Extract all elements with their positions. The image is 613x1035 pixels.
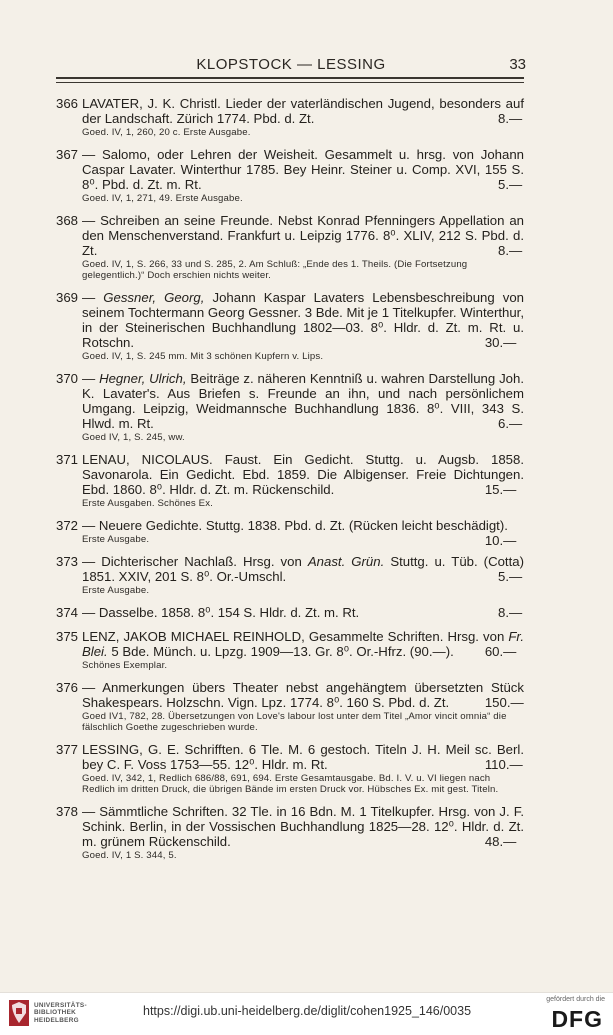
viewer-footer (0, 992, 613, 1035)
catalog-entries (56, 96, 524, 870)
entry-description: Johann Kaspar Lavaters Lebensbeschreibung von seinem Tochtermann Georg Gessner. 3 Bde. Mit je 1 Titelkupfer. Winterthur, in der Steinerischen Buchhandlung 1802—03. 8⁰. Hldr. d. Zt. m. Rt. u. Rotschn. (82, 290, 525, 350)
entry-bibliographic-note: Goed IV, 1, S. 245, ww. (82, 432, 185, 443)
entry-description: — Neuere Gedichte. Stuttg. 1838. Pbd. d. Zt. (Rücken leicht beschädigt). (82, 518, 508, 533)
catalog-entry (56, 554, 524, 596)
entry-main-text: 369 — Gessner, Georg, Johann Kaspar Lavaters Lebensbeschreibung von seinem Tochtermann Georg Gessner. 3 Bde. Mit je 1 Titelkupfer. Winterthur, in der Steinerischen Buchhandlung 1802—03. 8⁰. Hldr. d. Zt. m. Rt. u. Rotschn. 30.— (56, 290, 525, 350)
header-rule-thick (56, 77, 524, 79)
entry-main-text (56, 452, 524, 497)
entry-description: 5 Bde. Münch. u. Lpzg. 1909—13. Gr. 8⁰. Or.-Hfrz. (90.—). (111, 644, 454, 659)
entry-bibliographic-note: Erste Ausgaben. Schönes Ex. (82, 498, 213, 509)
catalog-entry (56, 452, 524, 509)
entry-price: 15.— (484, 482, 517, 497)
dfg-logo: DFG (551, 1006, 603, 1032)
entry-number: 369 (56, 290, 79, 305)
catalog-entry (56, 742, 524, 795)
entry-author: Gessner, Georg, (103, 290, 205, 305)
header-rule-thin (56, 82, 524, 83)
entry-bibliographic-note: Erste Ausgabe. (82, 534, 150, 545)
entry-price: 60.— (484, 644, 517, 659)
catalog-entry (56, 96, 524, 138)
page-title: KLOPSTOCK — LESSING (196, 56, 386, 73)
entry-number: 374 (56, 605, 79, 620)
entry-bibliographic-note: Goed. IV, 1 S. 344, 5. (82, 850, 177, 861)
entry-number: 367 (56, 147, 79, 162)
catalog-entry (56, 290, 524, 362)
entry-number: 372 (56, 518, 79, 533)
entry-main-text (56, 629, 524, 659)
catalog-entry (56, 213, 524, 281)
entry-description: LAVATER, J. K. Christl. Lieder der vaterländischen Jugend, besonders auf der Landschaft. Zürich 1774. Pbd. d. Zt. (82, 96, 524, 126)
entry-bibliographic-note: Goed. IV, 342, 1, Redlich 686/88, 691, 694. Erste Gesamtausgabe. Bd. I. V. u. VI liegen nach Redlich im dritten Druck, die übrigen Bände im ersten Druck vor. Hübsches Ex. mit gest. Titeln. (82, 773, 499, 795)
university-seal-icon (8, 999, 30, 1027)
entry-description: — Sämmtliche Schriften. 32 Tle. in 16 Bdn. M. 1 Titelkupfer. Hrsg. von J. F. Schink. Berlin, in der Vossischen Buchhandlung 1825—28. 12⁰. Hldr. d. Zt. m. grünem Rückenschild. (82, 804, 524, 849)
entry-bibliographic-note: Goed. IV, 1, S. 266, 33 und S. 285, 2. Am Schluß: „Ende des 1. Theils. (Die Fortsetzung gelegentlich.)“ Doch erschien nichts weiter. (82, 259, 468, 281)
catalog-entry (56, 804, 524, 861)
permalink[interactable]: https://digi.ub.uni-heidelberg.de/diglit/cohen1925_146/0035 (143, 1004, 472, 1018)
entry-price: 10.— (484, 533, 517, 548)
entry-author: Hegner, Ulrich, (99, 371, 187, 386)
entry-bibliographic-note: Goed IV1, 782, 28. Übersetzungen von Love's labour lost unter dem Titel „Amor vincit omnia“ die fälschlich Goethe zugeschrieben wurde. (82, 711, 507, 733)
entry-number: 368 (56, 213, 79, 228)
catalog-entry (56, 680, 524, 733)
entry-number: 375 (56, 629, 79, 644)
entry-description: — Anmerkungen übers Theater nebst angehängtem übersetzten Stück Shakespears. Holzschn. Vign. Lpz. 1774. 8⁰. 160 S. Pbd. d. Zt. (82, 680, 524, 710)
entry-bibliographic-note: Goed. IV, 1, 260, 20 c. Erste Ausgabe. (82, 127, 251, 138)
catalog-entry (56, 371, 524, 443)
entry-description: Stuttg. u. Tüb. (Cotta) 1851. XXIV, 201 S. 8⁰. Or.-Umschl. (82, 554, 524, 584)
entry-title-prefix: — Dichterischer Nachlaß. Hrsg. von (82, 554, 302, 569)
entry-number: 370 (56, 371, 79, 386)
entry-main-text: 370 — Hegner, Ulrich, Beiträge z. näheren Kenntniß u. wahren Darstellung Joh. K. Lavater's. Aus Briefen s. Freunde an ihn, und nach persönlichem Umgang. Leipzig, Weidmannsche Buchhandlung 1836. 8⁰. VIII, 343 S. Hlwd. m. Rt. 6.— (56, 371, 524, 431)
entry-description: — Salomo, oder Lehren der Weisheit. Gesammelt u. hrsg. von Johann Caspar Lavater. Winterthur 1785. Bey Heinr. Steiner u. Comp. XVI, 155 S. 8⁰. Pbd. d. Zt. m. Rt. (82, 147, 524, 192)
catalog-entry (56, 629, 524, 671)
entry-bibliographic-note: Goed. IV, 1, S. 245 mm. Mit 3 schönen Kupfern v. Lips. (82, 351, 324, 362)
entry-number: 378 (56, 804, 79, 819)
entry-editor: Fr. Blei. (82, 629, 524, 659)
entry-number: 376 (56, 680, 79, 695)
entry-description: — Dasselbe. 1858. 8⁰. 154 S. Hldr. d. Zt. m. Rt. (82, 605, 360, 620)
entry-number: 366 (56, 96, 79, 111)
entry-main-text (56, 804, 524, 849)
entry-main-text (56, 680, 524, 710)
entry-number: 373 (56, 554, 79, 569)
funded-by-label: gefördert durch die (546, 996, 605, 1003)
entry-main-text: 368 — Schreiben an seine Freunde. Nebst Konrad Pfenningers Appellation an den Menschenverstand. Frankfurt u. Leipzig 1776. 8⁰. XLIV, 212 S. Pbd. d. Zt. 8.— (56, 213, 524, 258)
entry-bibliographic-note: Erste Ausgabe. (82, 585, 150, 596)
entry-price: 110.— (484, 757, 523, 772)
entry-bibliographic-note: Goed. IV, 1, 271, 49. Erste Ausgabe. (82, 193, 243, 204)
catalog-entry (56, 147, 524, 204)
catalog-entry (56, 605, 524, 620)
entry-description: Beiträge z. näheren Kenntniß u. wahren Darstellung Joh. K. Lavater's. Aus Briefen s. Freunde an ihn, und nach persönlichem Umgang. Leipzig, Weidmannsche Buchhandlung 1836. 8⁰. VIII, 343 S. Hlwd. m. Rt. (82, 371, 524, 431)
entry-title-prefix: LENZ, JAKOB MICHAEL REINHOLD, Gesammelte Schriften. Hrsg. von (82, 629, 505, 644)
entry-bibliographic-note: Schönes Exemplar. (82, 660, 168, 671)
entry-number: 371 (56, 452, 79, 467)
entry-description: LESSING, G. E. Schrifften. 6 Tle. M. 6 gestoch. Titeln J. H. Meil sc. Berl. bey C. F. Voss 1753—55. 12⁰. Hldr. m. Rt. (82, 742, 524, 772)
entry-price: 150.— (484, 695, 524, 710)
entry-main-text: 373 — Dichterischer Nachlaß. Hrsg. von Anast. Grün. Stuttg. u. Tüb. (Cotta) 1851. XXIV, 201 S. 8⁰. Or.-Umschl. 5.— (56, 554, 524, 584)
entry-main-text: 366 LAVATER, J. K. Christl. Lieder der vaterländischen Jugend, besonders auf der Landschaft. Zürich 1774. Pbd. d. Zt. 8.— (56, 96, 524, 126)
entry-editor: Anast. Grün. (307, 554, 385, 569)
institution-name: UNIVERSITÄTS- BIBLIOTHEK HEIDELBERG (34, 1002, 87, 1024)
entry-main-text: 367 — Salomo, oder Lehren der Weisheit. Gesammelt u. hrsg. von Johann Caspar Lavater. Winterthur 1785. Bey Heinr. Steiner u. Comp. XVI, 155 S. 8⁰. Pbd. d. Zt. m. Rt. 5.— (56, 147, 524, 192)
entry-number: 377 (56, 742, 79, 757)
entry-price: 48.— (484, 834, 517, 849)
entry-main-text: 374 — Dasselbe. 1858. 8⁰. 154 S. Hldr. d. Zt. m. Rt. 8.— (56, 605, 523, 620)
catalog-entry (56, 518, 524, 548)
entry-description: — Schreiben an seine Freunde. Nebst Konrad Pfenningers Appellation an den Menschenverstand. Frankfurt u. Leipzig 1776. 8⁰. XLIV, 212 S. Pbd. d. Zt. (82, 213, 524, 258)
page-number: 33 (509, 56, 526, 73)
entry-price: 30.— (484, 335, 517, 350)
entry-main-text (56, 742, 524, 772)
entry-description: LENAU, NICOLAUS. Faust. Ein Gedicht. Stuttg. u. Augsb. 1858. Savonarola. Ein Gedicht. Ebd. 1859. Die Albigenser. Freie Dichtungen. Ebd. 1860. 8⁰. Hldr. d. Zt. m. Rückenschild. (82, 452, 524, 497)
